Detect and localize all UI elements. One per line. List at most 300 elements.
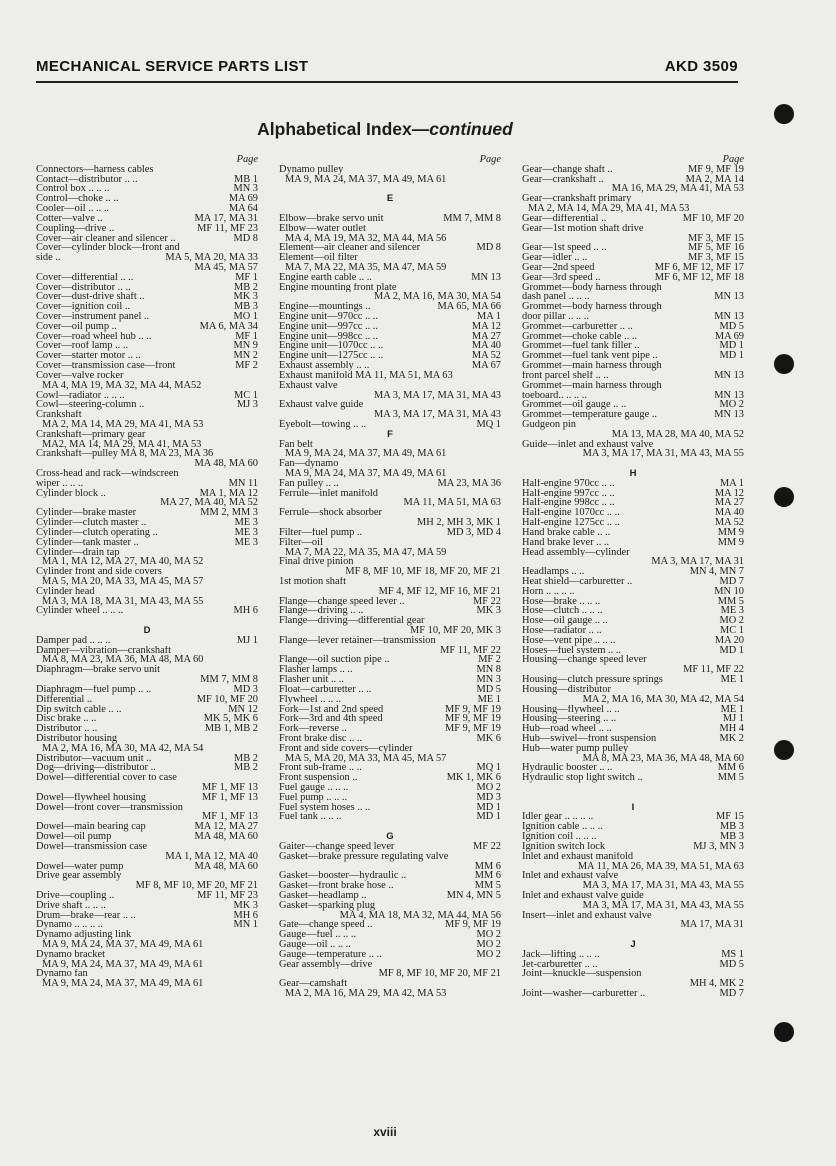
index-entry: [279, 440, 501, 450]
entry-text: Front sub-frame .. ..: [279, 763, 362, 774]
entry-text: Coupling—drive ..: [36, 223, 115, 234]
index-entry-continuation: MA 1, MA 12, MA 27, MA 40, MA 52: [42, 557, 204, 568]
spacer: [522, 459, 744, 469]
entry-text: Hydraulic booster .. ..: [522, 763, 613, 774]
entry-text: Flasher lamps .. ..: [279, 665, 353, 676]
entry-text: Jack—lifting .. .. ..: [522, 949, 600, 960]
index-entry: [522, 410, 744, 420]
index-entry: [522, 243, 744, 253]
entry-text: Fuel tank .. .. ..: [279, 812, 342, 823]
entry-text: Exhaust valve guide: [279, 400, 364, 411]
index-entry: [279, 714, 501, 724]
entry-text: Dowel—main bearing cap: [36, 822, 146, 833]
index-entry: [522, 283, 744, 293]
index-entry: [279, 724, 501, 734]
entry-text: Engine unit—1275cc .. ..: [279, 351, 384, 362]
index-entry: [522, 312, 744, 322]
index-entry-continuation: MF 11, MF 22: [683, 665, 744, 676]
index-entry: [36, 469, 258, 479]
entry-page-ref: MD 5: [473, 685, 501, 695]
entry-page-ref: MF 15: [713, 812, 744, 822]
index-entry: [279, 528, 501, 538]
page-number: xviii: [373, 1125, 397, 1139]
entry-text: Hydraulic stop light switch ..: [522, 773, 643, 783]
entry-text: Dowel—oil pump: [36, 832, 112, 842]
entry-text: Drive shaft .. .. ..: [36, 900, 106, 911]
entry-text: Flasher unit .. ..: [279, 675, 344, 685]
index-entry-continuation: MF 1, MF 13: [201, 783, 258, 793]
entry-text: Engine mounting front plate: [279, 282, 397, 293]
entry-page-ref: MA 20: [712, 636, 744, 646]
entry-text: Front and side covers—cylinder: [279, 743, 413, 754]
entry-text: Joint—washer—carburetter ..: [522, 989, 646, 999]
entry-page-ref: MF 1, MF 13: [199, 793, 258, 803]
entry-text: Inlet and exhaust valve guide: [522, 890, 644, 901]
entry-text: Horn .. .. .. ..: [522, 586, 575, 597]
index-entry: [279, 361, 501, 371]
index-entry: [279, 871, 501, 881]
entry-text: Distributor .. ..: [36, 724, 98, 734]
index-entry: [522, 508, 744, 518]
entry-text: Half-engine 998cc .. ..: [522, 498, 615, 509]
entry-text: Element—air cleaner and silencer: [279, 243, 421, 254]
index-entry: [522, 812, 744, 822]
index-entry: [36, 253, 258, 263]
entry-text: Guide—inlet and exhaust valve: [522, 439, 654, 450]
entry-page-ref: MA 52: [712, 518, 744, 528]
entry-text: Cylinder—brake master: [36, 508, 137, 519]
entry-page-ref: MA 23, MA 36: [434, 479, 501, 489]
index-entry-continuation: MA 9, MA 24, MA 37, MA 49, MA 61: [42, 979, 204, 990]
index-entry: [522, 871, 744, 881]
entry-text: Half-engine 1070cc .. ..: [522, 508, 620, 519]
index-entry: [36, 665, 258, 675]
entry-page-ref: MO 2: [473, 950, 501, 960]
entry-text: Cover—oil pump ..: [36, 321, 117, 332]
entry-text: Crankshaft: [36, 410, 82, 420]
index-entry: [522, 852, 744, 862]
entry-text: Distributor housing: [36, 733, 118, 744]
index-entry: [522, 498, 744, 508]
index-entry: [36, 803, 258, 813]
index-entry-continuation: MA 9, MA 24, MA 37, MA 49, MA 61: [42, 940, 204, 950]
entry-text: Fork—3rd and 4th speed: [279, 714, 383, 725]
index-entry: [279, 783, 501, 793]
index-entry: [36, 391, 258, 401]
entry-text: Headlamps .. ..: [522, 567, 585, 577]
index-entry: [36, 479, 258, 489]
entry-page-ref: MB 1, MB 2: [202, 724, 258, 734]
entry-text: Dynamo .. .. .. ..: [36, 920, 103, 931]
entry-page-ref: MJ 1: [234, 636, 258, 646]
index-entry: [36, 243, 258, 253]
entry-text: Connectors—harness cables: [36, 164, 154, 175]
entry-text: Fuel pump .. .. ..: [279, 792, 348, 803]
entry-page-ref: MD 5: [716, 960, 744, 970]
index-entry: [522, 655, 744, 665]
index-entry: [36, 822, 258, 832]
index-entry: [36, 292, 258, 302]
index-entry: [279, 577, 501, 587]
index-column-1: [36, 155, 258, 989]
entry-text: Cover—valve rocker: [36, 370, 124, 381]
entry-text: front parcel shelf .. ..: [522, 370, 609, 381]
entry-page-ref: MF 9, MF 19: [442, 705, 501, 715]
entry-text: Front suspension ..: [279, 773, 358, 783]
entry-page-ref: MA 6, MA 34: [197, 322, 258, 332]
entry-text: Half-engine 970cc .. ..: [522, 478, 615, 489]
entry-page-ref: MM 6: [715, 763, 744, 773]
entry-text: Float—carburetter .. ..: [279, 684, 372, 695]
header-rule: [36, 81, 738, 83]
entry-text: Dynamo pulley: [279, 164, 344, 175]
entry-text: Exhaust assembly .. ..: [279, 361, 370, 371]
index-entry: [279, 420, 501, 430]
index-entry-continuation: MA 9, MA 24, MA 37, MA 49, MA 61: [285, 174, 447, 185]
index-entry: [522, 606, 744, 616]
index-entry: [522, 194, 744, 204]
entry-text: Fork—reverse ..: [279, 724, 347, 734]
index-entry: [522, 832, 744, 842]
entry-page-ref: MD 7: [716, 989, 744, 999]
entry-page-ref: MF 9, MF 19: [442, 724, 501, 734]
index-column-2: [279, 155, 501, 999]
index-entry: [279, 930, 501, 940]
entry-page-ref: MJ 3, MN 3: [690, 842, 744, 852]
entry-text: side ..: [36, 253, 61, 263]
index-entry: [279, 655, 501, 665]
entry-text: Inlet and exhaust manifold: [522, 851, 634, 862]
entry-text: Cowl—radiator .. .. ..: [36, 390, 125, 401]
index-entry: [36, 312, 258, 322]
entry-page-ref: MN 13: [711, 410, 744, 420]
index-entry: [279, 479, 501, 489]
index-entry: [36, 567, 258, 577]
index-entry-continuation: MM 6: [474, 861, 501, 872]
entry-text: Fuel system hoses .. ..: [279, 802, 371, 813]
entry-text: Diaphragm—fuel pump .. ..: [36, 684, 152, 695]
entry-text: Crankshaft—primary gear: [36, 429, 146, 440]
index-entry: [36, 351, 258, 361]
index-entry-continuation: MA 3, MA 17, MA 31, MA 43, MA 55: [582, 449, 744, 460]
index-entry: [279, 243, 501, 253]
entry-page-ref: MK 3: [230, 901, 258, 911]
entry-page-ref: MC 1: [717, 626, 744, 636]
entry-page-ref: MN 10: [711, 587, 744, 597]
index-entry: [522, 685, 744, 695]
index-title-suffix: continued: [429, 119, 513, 139]
entry-text: Hub—road wheel .. ..: [522, 724, 612, 734]
entry-text: Ignition cable .. .. ..: [522, 822, 603, 833]
index-entry: [36, 194, 258, 204]
index-entry: [279, 616, 501, 626]
entry-page-ref: MF 10, MF 20: [194, 695, 258, 705]
index-entry: [522, 734, 744, 744]
spacer: [522, 793, 744, 803]
index-entry: [279, 312, 501, 322]
entry-page-ref: MM 7, MM 8: [440, 214, 501, 224]
entry-page-ref: ME 1: [475, 695, 501, 705]
entry-page-ref: MA 1, MA 12: [197, 489, 258, 499]
entry-page-ref: MM 2, MM 3: [197, 508, 258, 518]
entry-text: Dowel—front cover—transmission: [36, 802, 183, 813]
entry-page-ref: MK 5, MK 6: [201, 714, 258, 724]
binder-hole: [774, 487, 794, 507]
index-entry: [522, 479, 744, 489]
entry-page-ref: MD 1: [716, 351, 744, 361]
entry-page-ref: MD 8: [230, 234, 258, 244]
entry-text: Damper—vibration—crankshaft: [36, 645, 172, 656]
entry-text: Fuel gauge .. .. ..: [279, 783, 349, 793]
index-entry: [36, 508, 258, 518]
entry-page-ref: MO 2: [716, 616, 744, 626]
index-entry: [522, 911, 744, 921]
index-entry: [522, 626, 744, 636]
index-entry: [522, 822, 744, 832]
index-entry: [279, 950, 501, 960]
index-entry: [36, 773, 258, 783]
index-entry: [522, 253, 744, 263]
index-entry: [36, 950, 258, 960]
entry-text: Hose—oil gauge .. ..: [522, 616, 608, 626]
index-entry-continuation: MA 2, MA 16, MA 30, MA 42, MA 54: [582, 694, 744, 705]
index-entry: [522, 597, 744, 607]
entry-page-ref: MD 7: [716, 577, 744, 587]
entry-page-ref: MN 3: [473, 675, 501, 685]
entry-page-ref: MA 1: [474, 312, 501, 322]
entry-page-ref: MQ 1: [473, 763, 501, 773]
entry-text: Control—choke .. ..: [36, 194, 119, 205]
entry-text: Drum—brake—rear .. ..: [36, 910, 136, 921]
index-entry: [522, 567, 744, 577]
index-entry: [279, 979, 501, 989]
section-letter: I: [631, 802, 635, 813]
entry-page-ref: MD 3, MD 4: [444, 528, 501, 538]
index-column-3: [522, 155, 744, 999]
index-entry-continuation: MF 1, MF 13: [201, 812, 258, 823]
index-entry-continuation: MA 1, MA 12, MA 40: [165, 851, 258, 862]
entry-text: Half-engine 1275cc .. ..: [522, 518, 620, 528]
entry-text: Drive—coupling ..: [36, 890, 115, 901]
entry-page-ref: MC 1: [231, 391, 258, 401]
index-entry: [279, 881, 501, 891]
index-entry: [36, 283, 258, 293]
entry-text: Cylinder—clutch master ..: [36, 518, 147, 528]
index-entry: [36, 234, 258, 244]
entry-page-ref: MN 11: [226, 479, 258, 489]
spacer: [279, 204, 501, 214]
index-entry: [522, 351, 744, 361]
entry-page-ref: MA 12: [712, 489, 744, 499]
index-entry: [36, 685, 258, 695]
index-entry: [522, 744, 744, 754]
entry-page-ref: MB 2: [231, 283, 258, 293]
entry-page-ref: MN 1: [230, 920, 258, 930]
entry-text: Grommet—carburetter .. ..: [522, 321, 633, 332]
index-entry: [279, 489, 501, 499]
entry-text: Gear assembly—drive: [279, 959, 373, 970]
entry-text: Gasket—booster—hydraulic ..: [279, 871, 407, 882]
entry-text: Engine—mountings ..: [279, 302, 371, 312]
entry-text: Dynamo fan: [36, 969, 88, 980]
index-entry: [279, 400, 501, 410]
index-entry: [522, 842, 744, 852]
entry-page-ref: MM 6: [472, 871, 501, 881]
document-code: AKD 3509: [664, 58, 738, 75]
entry-text: Cover—ignition coil ..: [36, 302, 131, 312]
entry-page-ref: MF 2: [475, 655, 501, 665]
index-entry: [36, 538, 258, 548]
entry-text: Elbow—brake servo unit: [279, 213, 384, 224]
entry-text: Insert—inlet and exhaust valve: [522, 910, 652, 921]
entry-text: Gudgeon pin: [522, 419, 576, 430]
entry-page-ref: MA 48, MA 60: [191, 832, 258, 842]
index-entry: [522, 400, 744, 410]
entry-page-ref: MD 1: [716, 341, 744, 351]
entry-text: Cylinder block ..: [36, 488, 106, 499]
section-letter: F: [387, 429, 393, 440]
entry-text: Hose—clutch .. .. ..: [522, 606, 603, 617]
entry-page-ref: MD 8: [473, 243, 501, 253]
entry-page-ref: MO 1: [230, 312, 258, 322]
entry-page-ref: MM 5: [715, 773, 744, 783]
index-entry: [279, 459, 501, 469]
entry-page-ref: MA 12, MA 27: [191, 822, 258, 832]
index-entry: [279, 803, 501, 813]
index-entry: [522, 969, 744, 979]
index-entry: [522, 763, 744, 773]
index-entry: [279, 763, 501, 773]
index-entry: [36, 332, 258, 342]
index-entry-continuation: MH 2, MH 3, MK 1: [417, 518, 501, 528]
section-letter: J: [630, 940, 636, 950]
index-entry-continuation: MF 3, MF 15: [687, 233, 744, 244]
index-entry: [522, 381, 744, 391]
index-entry: [279, 273, 501, 283]
entry-text: Dowel—differential cover to case: [36, 773, 177, 783]
index-entry-continuation: MF 8, MF 10, MF 20, MF 21: [135, 881, 258, 891]
entry-page-ref: MF 2: [232, 361, 258, 371]
entry-text: Gasket—sparking plug: [279, 900, 376, 911]
index-entry: [279, 842, 501, 852]
index-entry: [36, 646, 258, 656]
entry-text: Housing—clutch pressure springs: [522, 675, 663, 685]
entry-text: Hose—brake .. .. ..: [522, 596, 601, 607]
index-entry: [36, 705, 258, 715]
entry-text: Eyebolt—towing .. ..: [279, 419, 367, 430]
entry-text: Joint—knuckle—suspension: [522, 969, 642, 980]
index-entry: [36, 587, 258, 597]
entry-text: Gasket—headlamp ..: [279, 890, 367, 901]
index-entry-continuation: MA 27, MA 40, MA 52: [160, 498, 258, 509]
entry-page-ref: MA 12: [469, 322, 501, 332]
entry-text: Cylinder head: [36, 586, 95, 597]
index-entry: [279, 214, 501, 224]
index-entry: [522, 175, 744, 185]
index-title: Alphabetical Index—continued: [257, 119, 513, 139]
entry-text: Engine unit—1070cc .. ..: [279, 341, 384, 352]
entry-page-ref: MO 2: [473, 930, 501, 940]
entry-text: Cover—road wheel hub .. ..: [36, 331, 152, 342]
index-entry: [279, 734, 501, 744]
entry-page-ref: MK 6: [473, 734, 501, 744]
entry-page-ref: MN 8: [473, 665, 501, 675]
index-entry: [522, 214, 744, 224]
entry-text: Gear—1st speed .. ..: [522, 243, 607, 254]
index-entry: [522, 989, 744, 999]
entry-page-ref: MK 3: [473, 606, 501, 616]
index-entry-continuation: MA 3, MA 18, MA 31, MA 43, MA 55: [42, 596, 204, 607]
index-entry: [279, 744, 501, 754]
index-entry-continuation: MA 2, MA 16, MA 30, MA 42, MA 54: [42, 743, 204, 754]
entry-text: Grommet—body harness through: [522, 302, 662, 312]
entry-page-ref: ME 3: [232, 528, 258, 538]
entry-text: Grommet—fuel tank vent pipe ..: [522, 351, 658, 362]
binder-hole: [774, 1022, 794, 1042]
entry-text: Distributor—vacuum unit ..: [36, 753, 152, 764]
index-entry-continuation: MA 7, MA 22, MA 35, MA 47, MA 59: [285, 547, 447, 558]
page-column-heading: Page: [722, 155, 744, 165]
entry-text: Cotter—valve ..: [36, 213, 103, 224]
index-entry-continuation: MA2, MA 14, MA 29, MA 41, MA 53: [42, 439, 202, 450]
entry-text: Dowel—water pump: [36, 861, 124, 872]
entry-page-ref: MB 1: [231, 175, 258, 185]
entry-page-ref: MB 3: [717, 822, 744, 832]
entry-text: Engine unit—970cc .. ..: [279, 312, 378, 322]
entry-page-ref: MN 4, MN 5: [444, 891, 501, 901]
document-title: MECHANICAL SERVICE PARTS LIST: [36, 58, 309, 75]
index-entry-continuation: MA 13, MA 28, MA 40, MA 52: [611, 429, 744, 440]
entry-text: Cover—distributor .. ..: [36, 282, 131, 293]
page-column-heading: Page: [479, 155, 501, 165]
entry-text: Flange—change speed lever ..: [279, 596, 405, 607]
index-entry: [279, 597, 501, 607]
entry-page-ref: MD 5: [716, 322, 744, 332]
index-entry: [279, 675, 501, 685]
index-entry: [522, 361, 744, 371]
index-entry: [522, 341, 744, 351]
entry-text: Cylinder—drain tap: [36, 547, 120, 558]
entry-page-ref: MQ 1: [473, 420, 501, 430]
index-entry-continuation: MA 11, MA 26, MA 39, MA 51, MA 63: [577, 861, 744, 872]
index-entry-continuation: MA 8, MA 23, MA 36, MA 48, MA 60: [42, 655, 204, 666]
index-entry-continuation: MA 7, MA 22, MA 35, MA 47, MA 59: [285, 262, 447, 273]
entry-text: Heat shield—carburetter ..: [522, 576, 633, 587]
index-entry-continuation: MA 2, MA 16, MA 29, MA 42, MA 53: [285, 989, 447, 999]
index-entry: [36, 695, 258, 705]
index-entry: [36, 489, 258, 499]
index-entry: [522, 675, 744, 685]
entry-text: Hub—swivel—front suspension: [522, 733, 657, 744]
index-entry: [36, 754, 258, 764]
entry-page-ref: MA 40: [712, 508, 744, 518]
entry-text: Cylinder—clutch operating ..: [36, 527, 158, 538]
entry-text: Flange—driving .. ..: [279, 606, 364, 617]
index-entry: [279, 351, 501, 361]
entry-text: Cover—roof lamp .. ..: [36, 341, 129, 352]
entry-page-ref: MF 1: [232, 273, 258, 283]
entry-page-ref: ME 1: [718, 675, 744, 685]
index-entry-continuation: MA 5, MA 20, MA 33, MA 45, MA 57: [42, 576, 204, 587]
entry-text: Cover—differential .. ..: [36, 272, 134, 283]
entry-text: Gate—change speed ..: [279, 920, 373, 931]
entry-text: Gear—crankshaft primary: [522, 194, 632, 205]
entry-text: Housing—distributor: [522, 684, 611, 695]
entry-text: Flange—lever retainer—transmission: [279, 635, 436, 646]
entry-text: Hand brake cable .. ..: [522, 527, 611, 538]
entry-page-ref: MF 9, MF 19: [442, 920, 501, 930]
index-entry: [36, 273, 258, 283]
